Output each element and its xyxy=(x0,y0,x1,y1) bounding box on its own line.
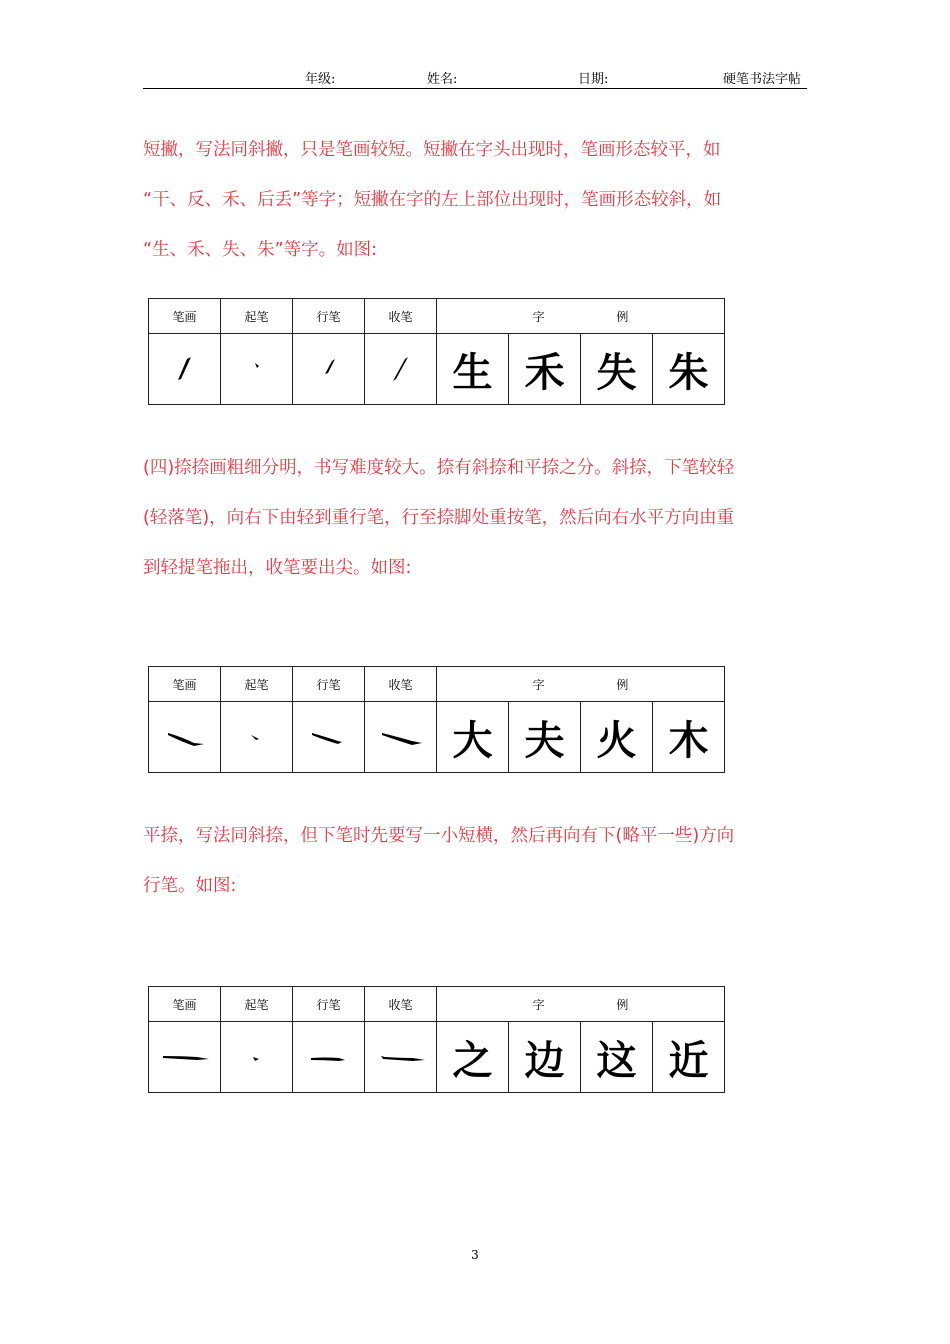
text-line: 短撇，写法同斜撇，只是笔画较短。短撇在字头出现时，笔画形态较平，如 xyxy=(143,140,721,160)
header-title: 硬笔书法字帖 xyxy=(723,72,802,87)
example-char: 禾 xyxy=(509,334,581,405)
paragraph-flat-na xyxy=(143,811,734,911)
header-end: 收笔 xyxy=(365,667,437,702)
grade-label: 年级: xyxy=(305,72,336,87)
header-end: 收笔 xyxy=(365,299,437,334)
stroke-table-short-pie xyxy=(148,298,725,405)
header-move: 行笔 xyxy=(293,299,365,334)
page-number: 3 xyxy=(471,1248,479,1262)
end-na-icon xyxy=(365,1022,437,1093)
example-char: 之 xyxy=(437,1022,509,1093)
date-label: 日期: xyxy=(578,72,609,87)
header-move: 行笔 xyxy=(293,987,365,1022)
text-line: (轻落笔)，向右下由轻到重行笔，行至捺脚处重按笔，然后向右水平方向由重 xyxy=(143,508,735,528)
example-char: 火 xyxy=(581,702,653,773)
paragraph-short-pie xyxy=(143,125,721,275)
header-start: 起笔 xyxy=(221,299,293,334)
example-char: 朱 xyxy=(653,334,725,405)
example-char: 边 xyxy=(509,1022,581,1093)
header-start: 起笔 xyxy=(221,667,293,702)
header-example-char1: 字 xyxy=(532,309,545,324)
header-example-char2: 例 xyxy=(616,309,629,324)
text-line: 到轻提笔拖出，收笔要出尖。如图: xyxy=(143,558,412,578)
name-label: 姓名: xyxy=(427,72,458,87)
text-line: (四)捺捺画粗细分明，书写难度较大。捺有斜捺和平捺之分。斜捺，下笔较轻 xyxy=(143,458,735,478)
example-char: 木 xyxy=(653,702,725,773)
header-examples xyxy=(437,299,725,334)
paragraph-slant-na xyxy=(143,443,734,593)
example-char: 生 xyxy=(437,334,509,405)
move-na-icon xyxy=(293,1022,365,1093)
header-examples xyxy=(437,667,725,702)
move-pie-icon xyxy=(293,334,365,405)
stroke-table-flat-na xyxy=(148,986,725,1093)
header-stroke: 笔画 xyxy=(149,987,221,1022)
page-header xyxy=(143,66,807,89)
start-dot-icon xyxy=(221,1022,293,1093)
header-examples xyxy=(437,987,725,1022)
header-stroke: 笔画 xyxy=(149,667,221,702)
header-start: 起笔 xyxy=(221,987,293,1022)
example-char: 大 xyxy=(437,702,509,773)
header-example-char1: 字 xyxy=(532,677,545,692)
header-example-char2: 例 xyxy=(616,677,629,692)
text-line: “生、禾、失、朱”等字。如图: xyxy=(143,240,378,260)
slant-na-stroke-icon xyxy=(149,702,221,773)
move-na-icon xyxy=(293,702,365,773)
header-end: 收笔 xyxy=(365,987,437,1022)
text-line: 平捺，写法同斜捺，但下笔时先要写一小短横，然后再向有下(略平一些)方向 xyxy=(143,826,735,846)
header-example-char1: 字 xyxy=(532,997,545,1012)
short-pie-stroke-icon xyxy=(149,334,221,405)
flat-na-stroke-icon xyxy=(149,1022,221,1093)
example-char: 这 xyxy=(581,1022,653,1093)
text-line: “干、反、禾、后丢”等字；短撇在字的左上部位出现时，笔画形态较斜，如 xyxy=(143,190,722,210)
header-move: 行笔 xyxy=(293,667,365,702)
header-example-char2: 例 xyxy=(616,997,629,1012)
example-char: 近 xyxy=(653,1022,725,1093)
end-pie-icon xyxy=(365,334,437,405)
start-dot-icon xyxy=(221,702,293,773)
end-na-icon xyxy=(365,702,437,773)
example-char: 夫 xyxy=(509,702,581,773)
header-stroke: 笔画 xyxy=(149,299,221,334)
start-dot-icon xyxy=(221,334,293,405)
example-char: 失 xyxy=(581,334,653,405)
stroke-table-slant-na xyxy=(148,666,725,773)
text-line: 行笔。如图: xyxy=(143,876,237,896)
